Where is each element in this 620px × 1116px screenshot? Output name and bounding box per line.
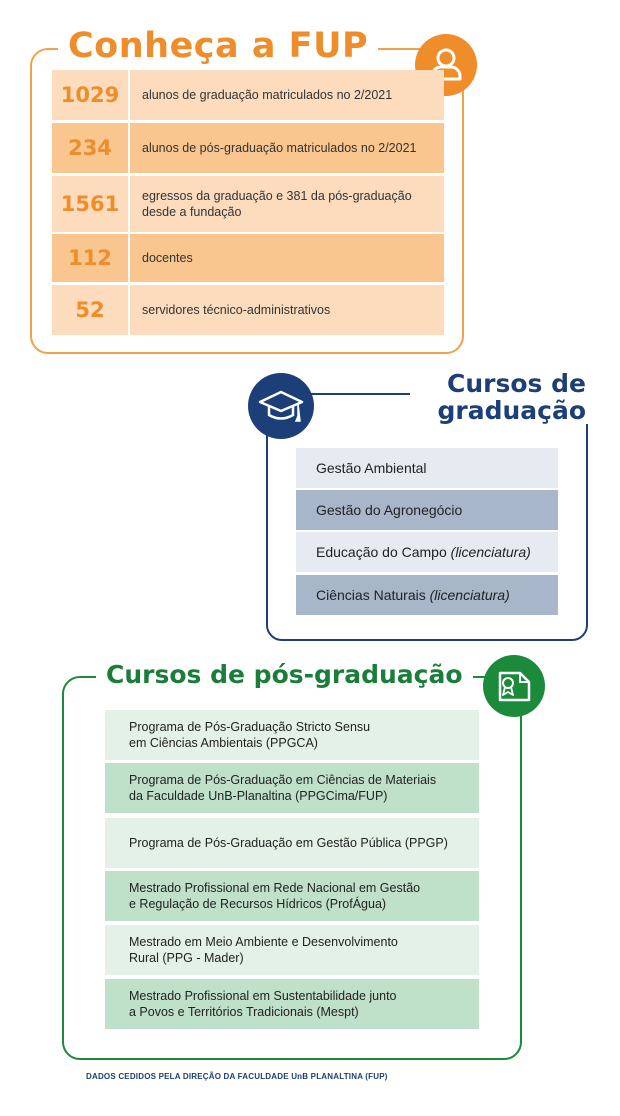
course-note: (licenciatura) — [450, 544, 531, 560]
pos-program — [105, 979, 479, 1029]
graduacao-course — [296, 532, 558, 572]
graduation-cap-icon — [248, 373, 314, 439]
stat-text: alunos de graduação matriculados no 2/2021 — [142, 88, 393, 102]
stat-value: 1561 — [52, 176, 130, 232]
program-line: Mestrado em Meio Ambiente e Desenvolvimento — [129, 935, 398, 949]
graduacao-title: Cursos de graduação — [410, 370, 592, 424]
stat-text: servidores técnico-administrativos — [142, 303, 331, 317]
stat-row — [52, 123, 444, 173]
stat-text: alunos de pós-graduação matriculados no 2/2021 — [142, 141, 417, 155]
pos-program — [105, 871, 479, 921]
course-name: Gestão do Agronegócio — [316, 502, 463, 518]
stat-text: egressos da graduação e 381 da pós-graduação desde a fundação — [142, 189, 412, 219]
pos-program — [105, 763, 479, 813]
footer-credit: DADOS CEDIDOS PELA DIREÇÃO DA FACULDADE UnB PLANALTINA (FUP) — [86, 1072, 388, 1081]
course-name: Ciências Naturais — [316, 587, 426, 603]
pos-title: Cursos de pós-graduação — [96, 658, 473, 692]
stat-row — [52, 234, 444, 282]
program-line: em Ciências Ambientais (PPGCA) — [129, 736, 318, 750]
program-line: Mestrado Profissional em Sustentabilidade junto — [129, 989, 397, 1003]
pos-program — [105, 818, 479, 868]
course-note: (licenciatura) — [429, 587, 510, 603]
certificate-icon — [483, 655, 545, 717]
fup-title: Conheça a FUP — [58, 24, 378, 68]
stat-row — [52, 176, 444, 232]
course-name: Gestão Ambiental — [316, 460, 427, 476]
pos-program — [105, 925, 479, 975]
program-line: Rural (PPG - Mader) — [129, 951, 244, 965]
graduacao-course — [296, 575, 558, 615]
graduacao-course — [296, 490, 558, 530]
program-line: Programa de Pós-Graduação Stricto Sensu — [129, 720, 371, 734]
stat-row — [52, 285, 444, 335]
stat-value: 1029 — [52, 70, 130, 120]
stat-value: 234 — [52, 123, 130, 173]
graduacao-course — [296, 448, 558, 488]
program-line: a Povos e Territórios Tradicionais (Mespt) — [129, 1005, 359, 1019]
program-line: da Faculdade UnB-Planaltina (PPGCima/FUP) — [129, 789, 388, 803]
program-line: Programa de Pós-Graduação em Ciências de Materiais — [129, 773, 437, 787]
stat-value: 112 — [52, 234, 130, 282]
stat-row — [52, 70, 444, 120]
stat-value: 52 — [52, 285, 130, 335]
program-line: Mestrado Profissional em Rede Nacional em Gestão — [129, 881, 421, 895]
course-name: Educação do Campo — [316, 544, 447, 560]
program-line: e Regulação de Recursos Hídricos (ProfÁgua) — [129, 897, 387, 911]
pos-program — [105, 710, 479, 760]
stat-text: docentes — [142, 251, 193, 265]
program-line: Programa de Pós-Graduação em Gestão Pública (PPGP) — [129, 836, 448, 850]
